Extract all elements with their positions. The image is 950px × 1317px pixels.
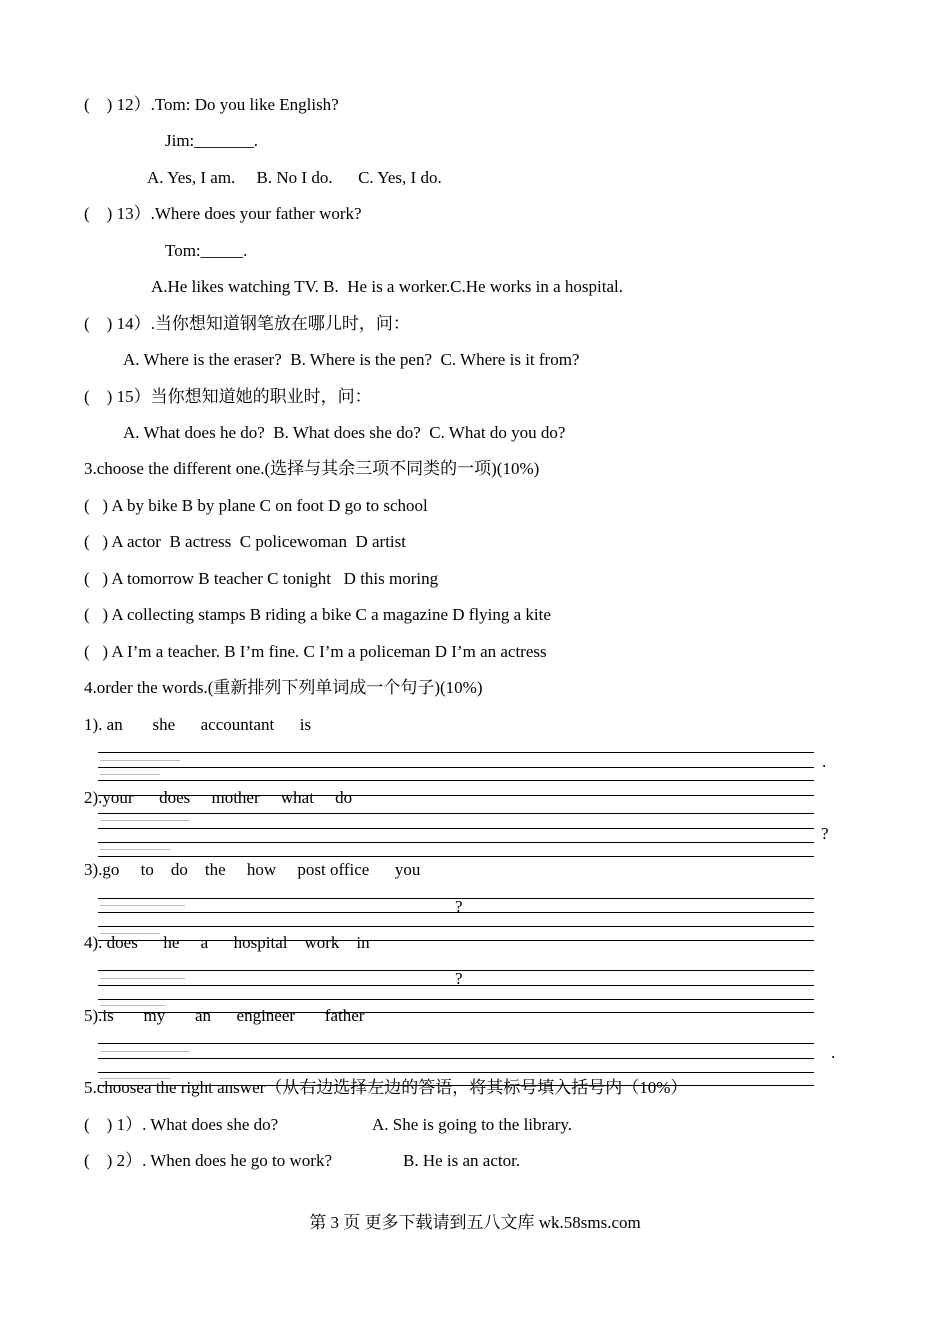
writing-line [98, 926, 814, 927]
question-12-answer-line [165, 131, 258, 151]
writing-line [98, 1072, 814, 1073]
order-words-5: 5).is my an engineer father [84, 1006, 365, 1025]
sentence-end-mark: ? [821, 824, 829, 843]
answer-blank: _______. [194, 131, 259, 150]
match-answer-b: B. He is an actor. [403, 1151, 521, 1170]
faint-stroke [100, 820, 190, 821]
writing-line [98, 828, 814, 829]
question-13-answer-line [165, 241, 247, 261]
faint-stroke [100, 1051, 190, 1052]
answer-blank: _____. [200, 241, 248, 260]
section-3-heading: 3.choose the different one.(选择与其余三项不同类的一项)(10%) [84, 459, 540, 478]
question-12-stem: ( ) 12）.Tom: Do you like English? [84, 95, 339, 114]
speaker: Jim: [165, 131, 195, 150]
writing-line [98, 795, 814, 796]
faint-stroke [100, 760, 180, 761]
question-13-options: A.He likes watching TV. B. He is a worker.C.He works in a hospital. [151, 277, 623, 296]
list-item: ( ) A I’m a teacher. B I’m fine. C I’m a policeman D I’m an actress [84, 642, 547, 661]
writing-line [98, 856, 814, 857]
order-words-3: 3).go to do the how post office you [84, 860, 421, 879]
question-15-options: A. What does he do? B. What does she do? C. What do you do? [123, 423, 566, 442]
order-words-4: 4). does he a hospital work in [84, 933, 370, 952]
faint-stroke [100, 905, 185, 906]
sentence-end-mark: . [831, 1043, 836, 1062]
sentence-end-mark: ? [455, 969, 463, 988]
faint-stroke [100, 978, 185, 979]
writing-line [98, 1058, 814, 1059]
writing-line [98, 813, 814, 814]
page-footer: 第 3 页 更多下载请到五八文库 wk.58sms.com [309, 1213, 641, 1232]
writing-line [98, 752, 814, 753]
list-item: ( ) A by bike B by plane C on foot D go to school [84, 496, 428, 515]
writing-line [98, 767, 814, 768]
order-words-2: 2).your does mother what do [84, 788, 353, 807]
writing-line [98, 1043, 814, 1044]
writing-line [98, 999, 814, 1000]
faint-stroke [100, 849, 170, 850]
match-question-1: ( ) 1）. What does she do? [84, 1115, 279, 1134]
order-words-1: 1). an she accountant is [84, 715, 312, 734]
writing-line [98, 780, 814, 781]
writing-line [98, 842, 814, 843]
question-12-options: A. Yes, I am. B. No I do. C. Yes, I do. [147, 168, 442, 187]
section-4-heading: 4.order the words.(重新排列下列单词成一个句子)(10%) [84, 678, 483, 697]
sentence-end-mark: ? [455, 897, 463, 916]
question-14-options: A. Where is the eraser? B. Where is the pen? C. Where is it from? [123, 350, 580, 369]
match-answer-a: A. She is going to the library. [372, 1115, 573, 1134]
faint-stroke [100, 774, 160, 775]
list-item: ( ) A collecting stamps B riding a bike C a magazine D flying a kite [84, 605, 551, 624]
list-item: ( ) A actor B actress C policewoman D artist [84, 532, 406, 551]
section-5-heading: 5.choosea the right answer（从右边选择左边的答语，将其标号填入括号内（10%） [84, 1078, 688, 1097]
list-item: ( ) A tomorrow B teacher C tonight D this moring [84, 569, 439, 588]
match-question-2: ( ) 2）. When does he go to work? [84, 1151, 333, 1170]
speaker: Tom: [165, 241, 201, 260]
question-14-stem: ( ) 14）.当你想知道钢笔放在哪儿时，问： [84, 314, 410, 333]
question-13-stem: ( ) 13）.Where does your father work? [84, 204, 362, 223]
sentence-end-mark: . [822, 752, 827, 771]
question-15-stem: ( ) 15）当你想知道她的职业时，问： [84, 387, 372, 406]
